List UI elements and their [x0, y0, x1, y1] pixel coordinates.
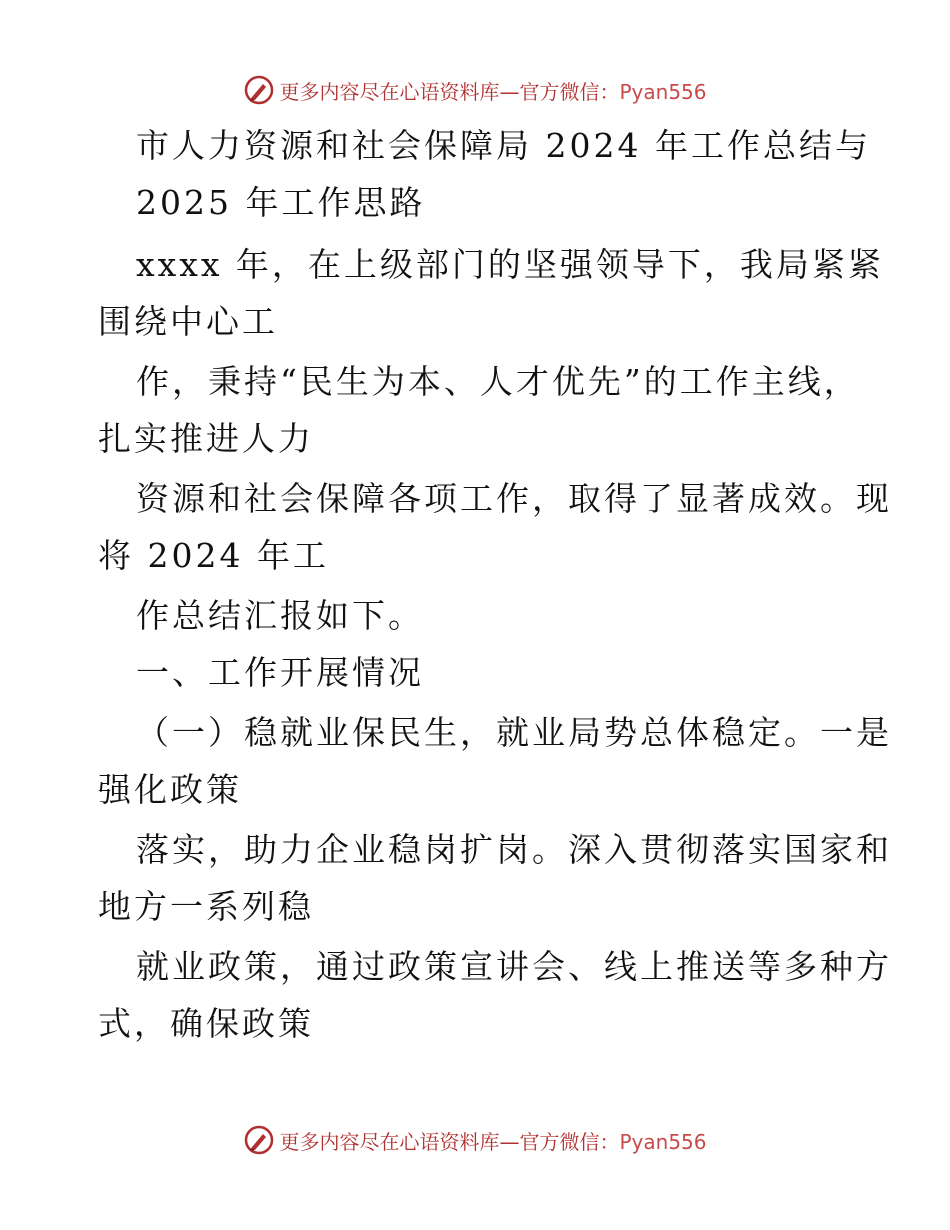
paragraph-line: 围绕中心工 — [98, 302, 278, 341]
pen-logo-icon — [243, 1124, 275, 1156]
paragraph-line: 地方一系列稳 — [98, 887, 314, 926]
banner-text: 更多内容尽在心语资料库—官方微信：Pyan556 — [279, 79, 707, 104]
header-watermark-banner — [0, 70, 950, 110]
wechat-id: Pyan556 — [619, 79, 707, 104]
paragraph-line: 落实，助力企业稳岗扩岗。深入贯彻落实国家和 — [136, 830, 892, 869]
paragraph-line: 式，确保政策 — [98, 1004, 314, 1043]
paragraph-line: xxxx 年，在上级部门的坚强领导下，我局紧紧 — [136, 245, 884, 284]
banner-text: 更多内容尽在心语资料库—官方微信：Pyan556 — [279, 1129, 707, 1154]
paragraph-line: 作总结汇报如下。 — [136, 596, 424, 635]
paragraph-line: （一）稳就业保民生，就业局势总体稳定。一是 — [136, 713, 892, 752]
pen-logo-icon — [243, 74, 275, 106]
paragraph-line: 将 2024 年工 — [98, 536, 329, 575]
document-title-line-2: 2025 年工作思路 — [136, 183, 426, 222]
footer-watermark-banner — [0, 1120, 950, 1160]
section-heading: 一、工作开展情况 — [136, 653, 424, 692]
paragraph-line: 资源和社会保障各项工作，取得了显著成效。现 — [136, 479, 892, 518]
paragraph-line: 扎实推进人力 — [98, 419, 314, 458]
wechat-id: Pyan556 — [619, 1129, 707, 1154]
paragraph-line: 强化政策 — [98, 770, 242, 809]
paragraph-line: 作，秉持“民生为本、人才优先”的工作主线， — [136, 362, 860, 401]
paragraph-line: 就业政策，通过政策宣讲会、线上推送等多种方 — [136, 947, 892, 986]
document-title-line-1: 市人力资源和社会保障局 2024 年工作总结与 — [136, 126, 871, 165]
